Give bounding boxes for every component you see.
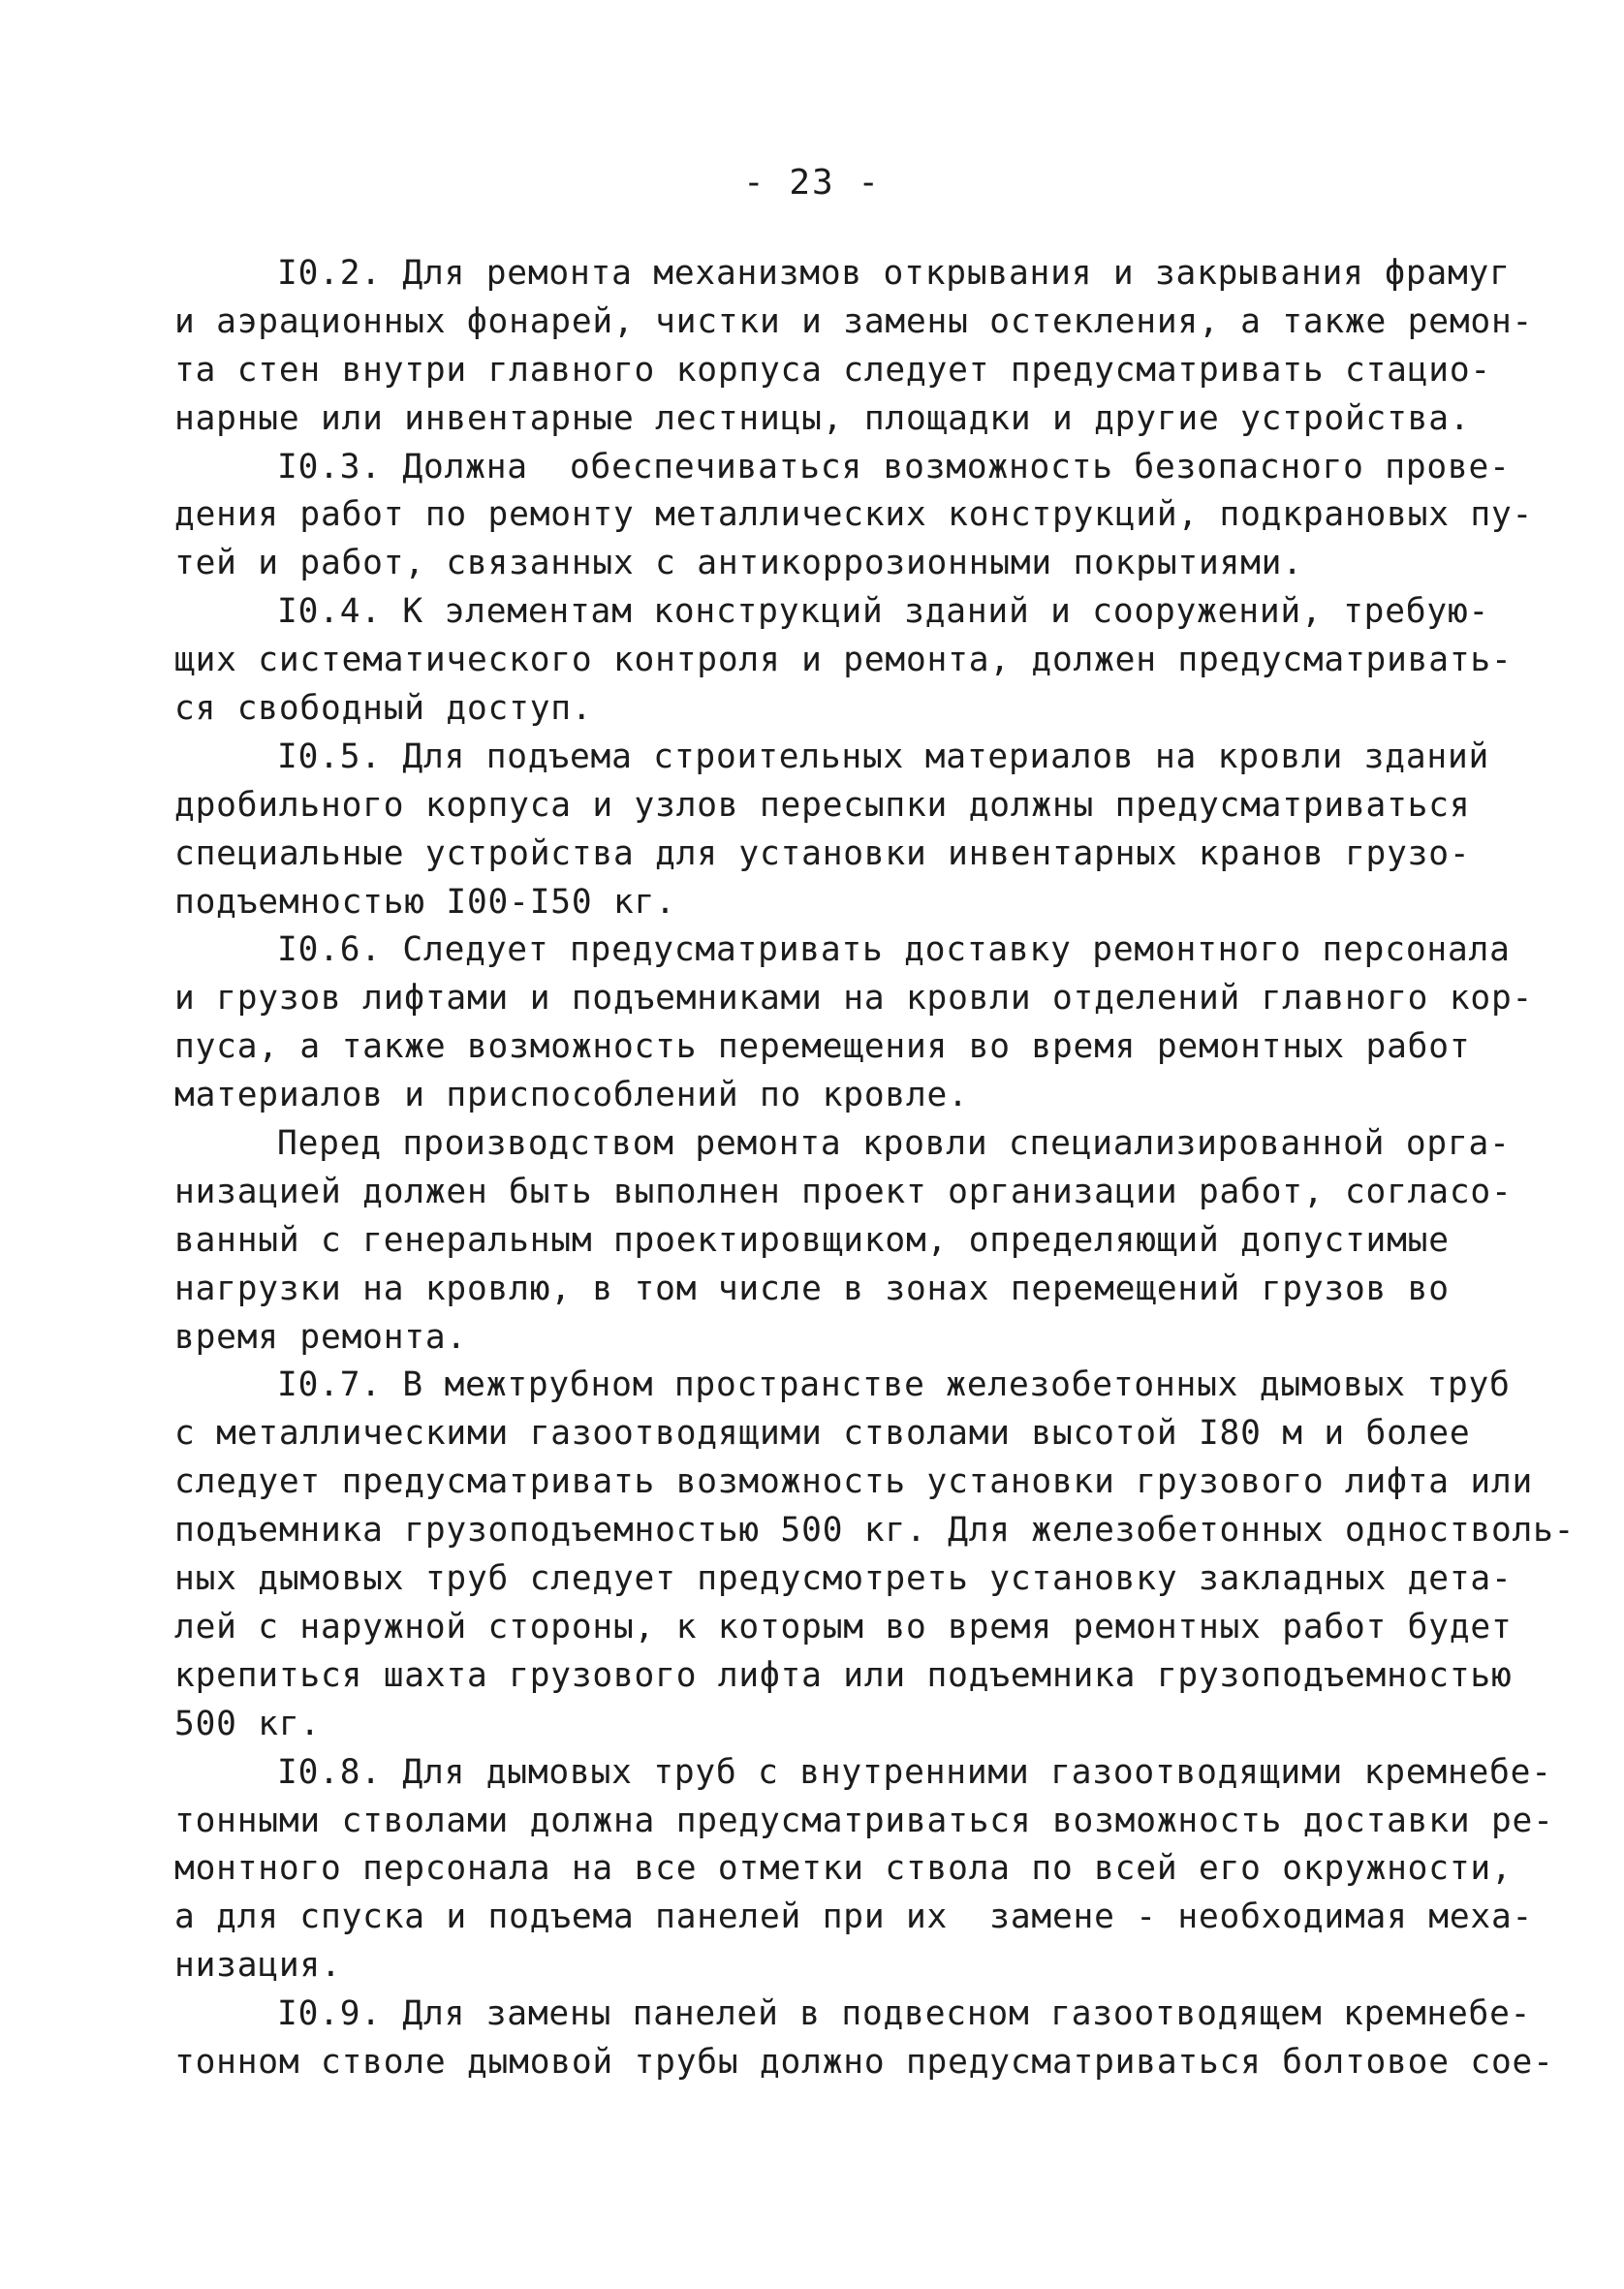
page-number: - 23 - [742, 163, 882, 203]
paragraph-first-line: Перед производством ремонта кровли специализированной орга- [277, 1124, 1511, 1164]
text-line: щих систематического контроля и ремонта, должен предусматривать- [174, 641, 1513, 680]
paragraph-first-line: I0.6. Следует предусматривать доставку ремонтного персонала [277, 930, 1511, 970]
body-text [174, 250, 1576, 2087]
text-line: ся свободный доступ. [174, 689, 593, 729]
text-line: тонными стволами должна предусматриваться возможность доставки ре- [174, 1801, 1554, 1840]
text-line: та стен внутри главного корпуса следует предусматривать стацио- [174, 350, 1491, 390]
text-line: а для спуска и подъема панелей при их замене - необходимая меха- [174, 1897, 1534, 1937]
paragraph-first-line: I0.7. В межтрубном пространстве железобетонных дымовых труб [277, 1365, 1511, 1405]
text-line: подъемностью I00-I50 кг. [174, 882, 676, 922]
text-line: низацией должен быть выполнен проект организации работ, согласо- [174, 1172, 1513, 1211]
paragraph-first-line: I0.9. Для замены панелей в подвесном газоотводящем кремнебе- [277, 1994, 1532, 2034]
text-line: дробильного корпуса и узлов пересыпки должны предусматриваться [174, 785, 1471, 825]
paragraph-first-line: I0.3. Должна обеспечиваться возможность безопасного прове- [277, 447, 1511, 486]
text-line: тонном стволе дымовой трубы должно предусматриваться болтовое сое- [174, 2042, 1554, 2082]
text-line: пуса, а также возможность перемещения во время ремонтных работ [174, 1027, 1471, 1067]
text-line: нагрузки на кровлю, в том числе в зонах перемещений грузов во [174, 1269, 1450, 1308]
paragraph-first-line: I0.8. Для дымовых труб с внутренними газоотводящими кремнебе- [277, 1752, 1552, 1792]
text-line: тей и работ, связанных с антикоррозионными покрытиями. [174, 544, 1303, 583]
paragraph-first-line: I0.5. Для подъема строительных материалов на кровли зданий [277, 737, 1490, 776]
text-line: низация. [174, 1946, 342, 1986]
text-line: следует предусматривать возможность установки грузового лифта или [174, 1462, 1534, 1502]
text-line: время ремонта. [174, 1317, 467, 1357]
text-line: лей с наружной стороны, к которым во время ремонтных работ будет [174, 1607, 1513, 1646]
paragraph-first-line: I0.4. К элементам конструкций зданий и сооружений, требую- [277, 592, 1490, 632]
text-line: с металлическими газоотводящими стволами высотой I80 м и более [174, 1414, 1471, 1454]
text-line: и грузов лифтами и подъемниками на кровли отделений главного кор- [174, 979, 1534, 1019]
text-line: ных дымовых труб следует предусмотреть установку закладных дета- [174, 1559, 1513, 1599]
text-line: материалов и приспособлений по кровле. [174, 1076, 969, 1115]
text-line: дения работ по ремонту металлических конструкций, подкрановых пу- [174, 495, 1534, 535]
text-line: подъемника грузоподъемностью 500 кг. Для железобетонных одностволь- [174, 1511, 1576, 1551]
text-line: специальные устройства для установки инвентарных кранов грузо- [174, 833, 1471, 873]
text-line: 500 кг. [174, 1704, 321, 1743]
text-line: крепиться шахта грузового лифта или подъемника грузоподъемностью [174, 1655, 1513, 1695]
text-line: и аэрационных фонарей, чистки и замены остекления, а также ремон- [174, 301, 1534, 341]
text-line: нарные или инвентарные лестницы, площадки и другие устройства. [174, 398, 1471, 438]
paragraph-first-line: I0.2. Для ремонта механизмов открывания и закрывания фрамуг [277, 254, 1511, 293]
text-line: ванный с генеральным проектировщиком, определяющий допустимые [174, 1220, 1450, 1260]
text-line: монтного персонала на все отметки ствола по всей его окружности, [174, 1849, 1513, 1889]
